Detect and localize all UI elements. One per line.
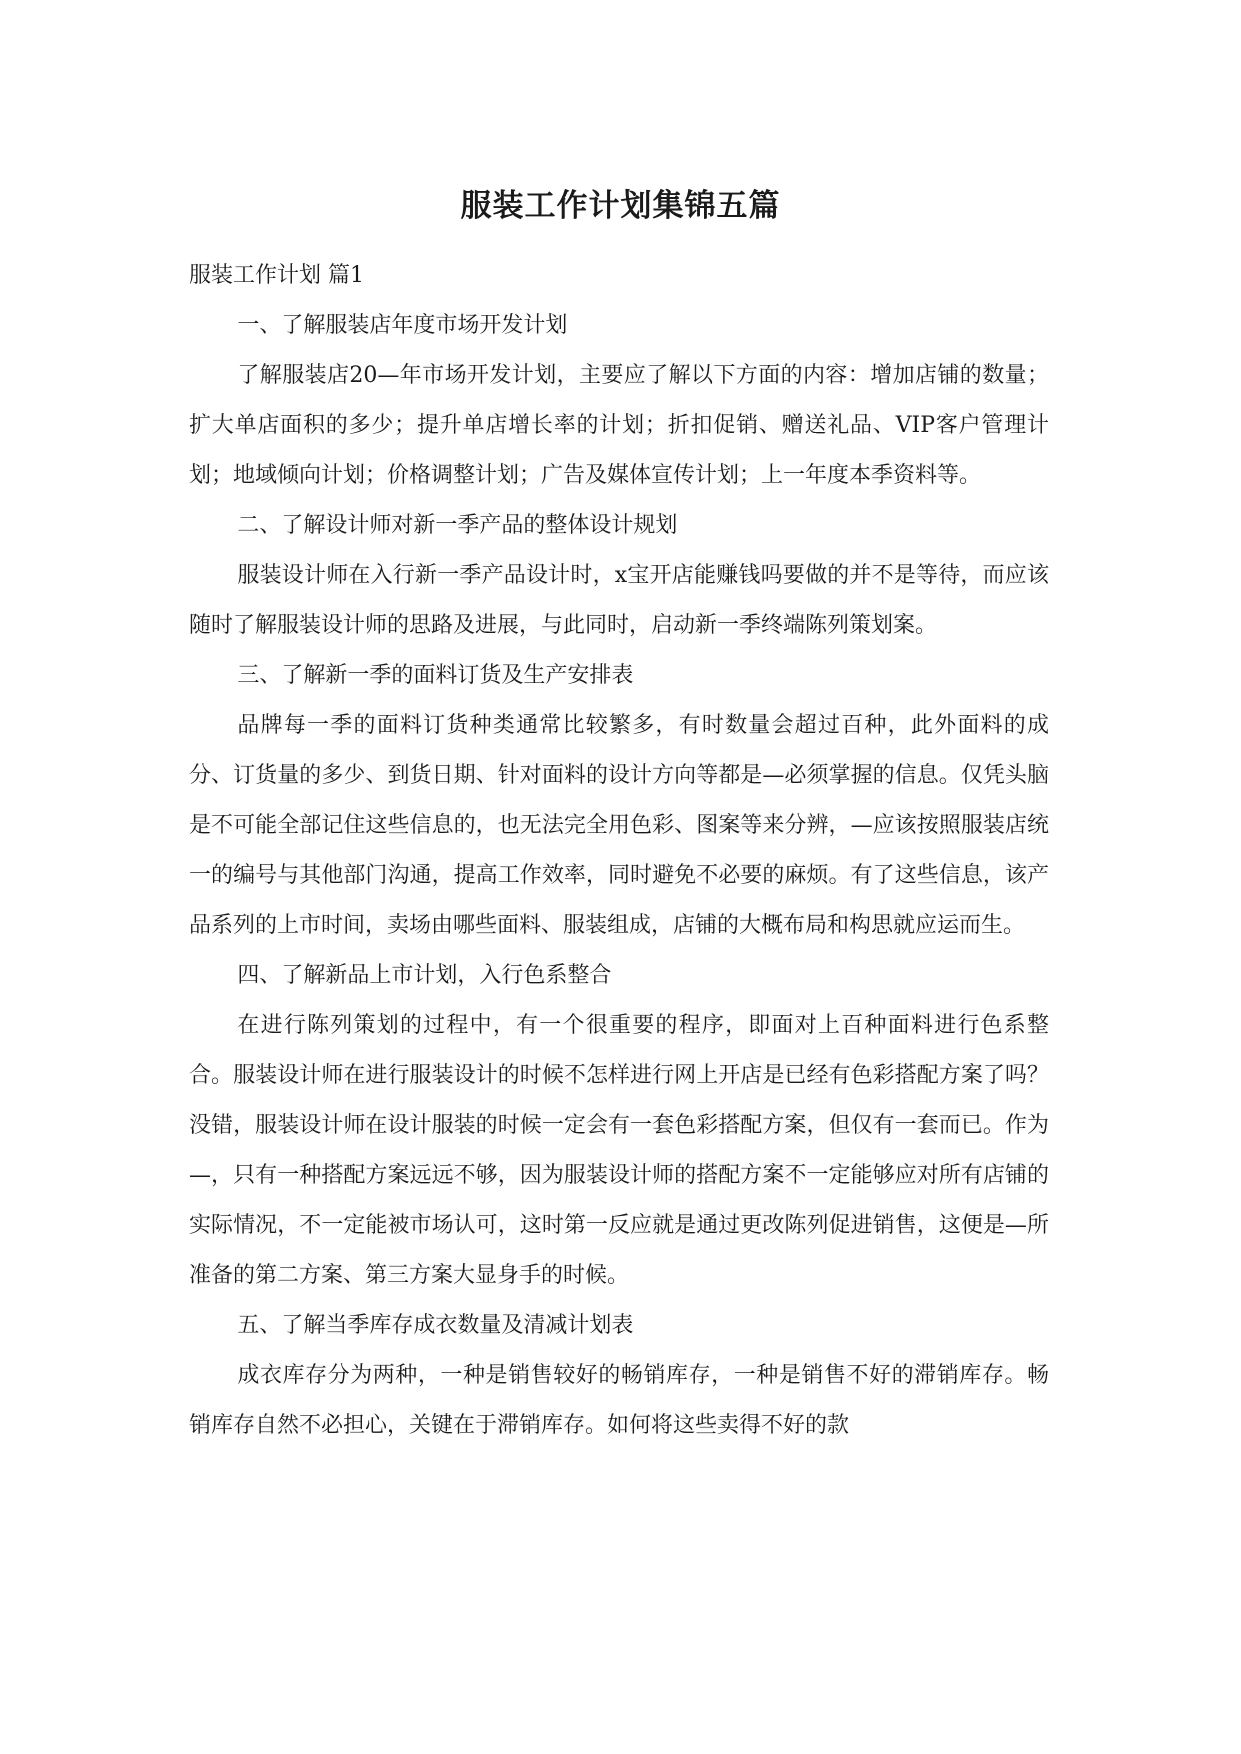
- subheading: 二、了解设计师对新一季产品的整体设计规划: [237, 513, 678, 538]
- document-title: 服装工作计划集锦五篇: [460, 188, 781, 224]
- paragraph: 服装设计师在入行新一季产品设计时，x宝开店能赚钱吗要做的并不是等待，而应该随时了解服装设计师的思路及进展，与此同时，启动新一季终端陈列策划案。: [189, 563, 1049, 638]
- paragraph: 了解服装店20—年市场开发计划，主要应了解以下方面的内容：增加店铺的数量；扩大单店面积的多少；提升单店增长率的计划；折扣促销、赠送礼品、VIP客户管理计划；地域倾向计划；价格调整计划；广告及媒体宣传计划；上一年度本季资料等。: [189, 363, 1049, 488]
- subheading: 四、了解新品上市计划，入行色系整合: [237, 963, 612, 988]
- paragraph: 品牌每一季的面料订货种类通常比较繁多，有时数量会超过百种，此外面料的成分、订货量的多少、到货日期、针对面料的设计方向等都是—必须掌握的信息。仅凭头脑是不可能全部记住这些信息的，也无法完全用色彩、图案等来分辨，—应该按照服装店统一的编号与其他部门沟通，提高工作效率，同时避免不必要的麻烦。有了这些信息，该产品系列的上市时间，卖场由哪些面料、服装组成，店铺的大概布局和构思就应运而生。: [189, 713, 1049, 938]
- paragraph: 成衣库存分为两种，一种是销售较好的畅销库存，一种是销售不好的滞销库存。畅销库存自然不必担心，关键在于滞销库存。如何将这些卖得不好的款: [189, 1363, 1049, 1438]
- paragraph: 在进行陈列策划的过程中，有一个很重要的程序，即面对上百种面料进行色系整合。服装设计师在进行服装设计的时候不怎样进行网上开店是已经有色彩搭配方案了吗？没错，服装设计师在设计服装的时候一定会有一套色彩搭配方案，但仅有一套而已。作为—，只有一种搭配方案远远不够，因为服装设计师的搭配方案不一定能够应对所有店铺的实际情况，不一定能被市场认可，这时第一反应就是通过更改陈列促进销售，这便是—所准备的第二方案、第三方案大显身手的时候。: [189, 1013, 1049, 1288]
- section-heading: 服装工作计划 篇1: [189, 263, 364, 288]
- subheading: 一、了解服装店年度市场开发计划: [237, 313, 568, 338]
- subheading: 五、了解当季库存成衣数量及清减计划表: [237, 1313, 634, 1338]
- document-body: [189, 251, 1049, 1451]
- subheading: 三、了解新一季的面料订货及生产安排表: [237, 663, 634, 688]
